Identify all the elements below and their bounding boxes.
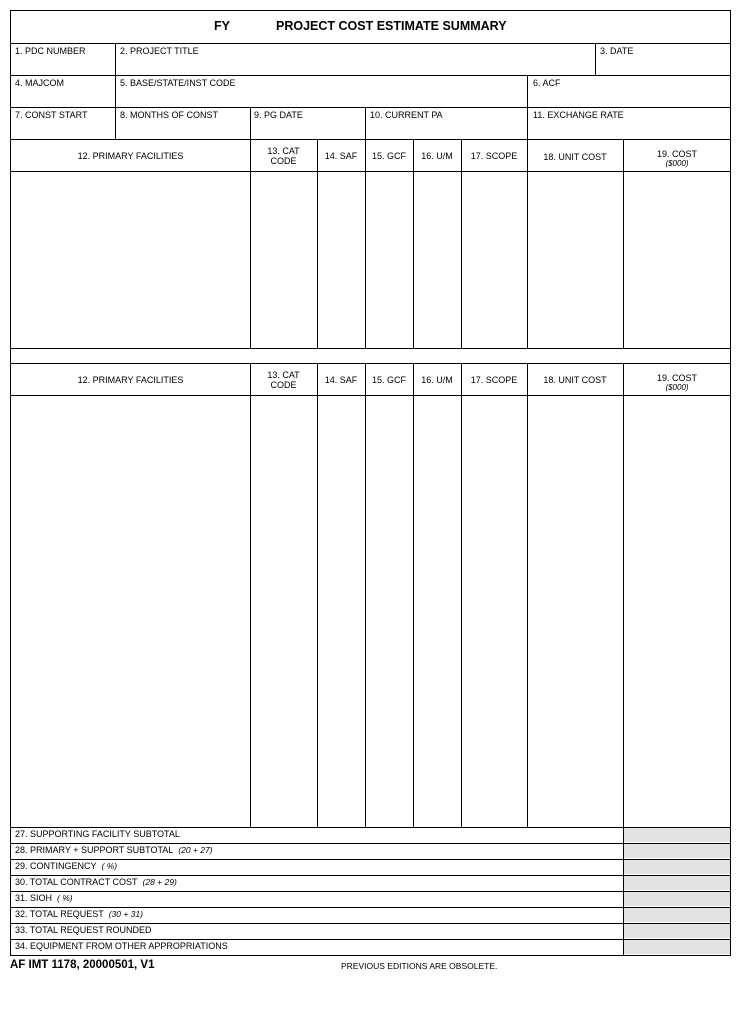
- summary-cost-cell[interactable]: [624, 860, 730, 874]
- col-um-2: 16. U/M: [421, 375, 453, 385]
- cost-estimate-form: [10, 10, 731, 956]
- col-um: 16. U/M: [421, 151, 453, 161]
- summary-cost-cell[interactable]: [624, 892, 730, 906]
- summary-row-label: 30. TOTAL CONTRACT COST (28 + 29): [15, 877, 177, 887]
- col-unit-cost-2: 18. UNIT COST: [543, 375, 607, 385]
- col-unit-cost: 18. UNIT COST: [543, 152, 607, 162]
- date-field[interactable]: 3. DATE: [600, 46, 634, 56]
- exchange-rate-field[interactable]: 11. EXCHANGE RATE: [533, 110, 624, 120]
- project-title-field[interactable]: 2. PROJECT TITLE: [120, 46, 199, 56]
- col-gcf-2: 15. GCF: [371, 375, 406, 385]
- col-gcf: 15. GCF: [371, 151, 406, 161]
- col-primary-facilities: 12. PRIMARY FACILITIES: [77, 151, 184, 161]
- col-scope: 17. SCOPE: [470, 151, 518, 161]
- summary-cost-cell[interactable]: [624, 828, 730, 842]
- col-cost-2: 19. COST ($000): [656, 373, 697, 392]
- base-field[interactable]: 5. BASE/STATE/INST CODE: [120, 78, 236, 88]
- col-primary-facilities-2: 12. PRIMARY FACILITIES: [77, 375, 184, 385]
- col-cat-code: 13. CAT CODE: [267, 146, 300, 166]
- majcom-field[interactable]: 4. MAJCOM: [15, 78, 65, 88]
- summary-row-label: 29. CONTINGENCY ( %): [15, 861, 118, 871]
- col-cost: 19. COST ($000): [656, 149, 697, 168]
- summary-cost-cell[interactable]: [624, 924, 730, 938]
- const-start-field[interactable]: 7. CONST START: [15, 110, 88, 120]
- summary-cost-cell[interactable]: [624, 940, 730, 954]
- current-pa-field[interactable]: 10. CURRENT PA: [370, 110, 443, 120]
- summary-row-label: 27. SUPPORTING FACILITY SUBTOTAL: [15, 829, 180, 839]
- form-id: AF IMT 1178, 20000501, V1: [10, 959, 155, 971]
- col-scope-2: 17. SCOPE: [470, 375, 518, 385]
- pdc-number-field[interactable]: 1. PDC NUMBER: [15, 46, 86, 56]
- acf-field[interactable]: 6. ACF: [533, 78, 561, 88]
- summary-row-label: 33. TOTAL REQUEST ROUNDED: [15, 925, 152, 935]
- summary-row-label: 31. SIOH ( %): [15, 893, 73, 903]
- fiscal-year-label: FY: [214, 19, 230, 33]
- summary-row-label: 34. EQUIPMENT FROM OTHER APPROPRIATIONS: [15, 941, 228, 951]
- pg-date-field[interactable]: 9. PG DATE: [254, 110, 303, 120]
- summary-row-label: 32. TOTAL REQUEST (30 + 31): [15, 909, 143, 919]
- col-cat-code-2: 13. CAT CODE: [267, 370, 300, 390]
- months-const-field[interactable]: 8. MONTHS OF CONST: [120, 110, 219, 120]
- col-saf: 14. SAF: [324, 151, 358, 161]
- summary-row-label: 28. PRIMARY + SUPPORT SUBTOTAL (20 + 27): [15, 845, 213, 855]
- obsolete-notice: PREVIOUS EDITIONS ARE OBSOLETE.: [341, 961, 498, 971]
- summary-cost-cell[interactable]: [624, 844, 730, 858]
- summary-cost-cell[interactable]: [624, 876, 730, 890]
- form-title: PROJECT COST ESTIMATE SUMMARY: [276, 19, 507, 33]
- summary-cost-cell[interactable]: [624, 908, 730, 922]
- col-saf-2: 14. SAF: [324, 375, 358, 385]
